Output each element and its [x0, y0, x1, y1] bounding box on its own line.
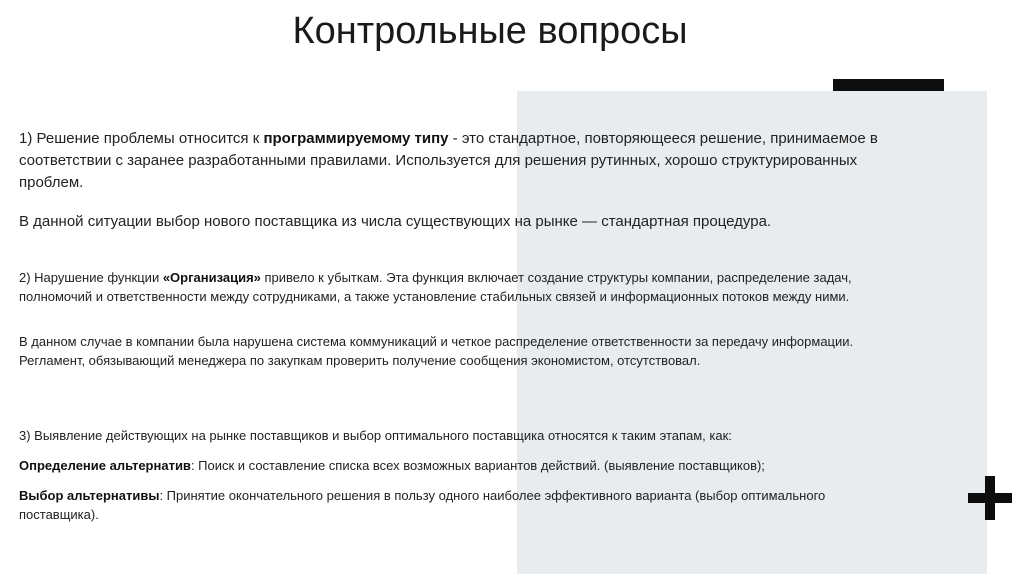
- stage2-text: : Принятие окончательного решения в пользу одного наиболее эффективного варианта (выбор оптимального поставщика).: [19, 488, 826, 522]
- q1-text-before: 1) Решение проблемы относится к: [19, 130, 264, 147]
- question-3-intro: 3) Выявление действующих на рынке поставщиков и выбор оптимального поставщика относятся к таким этапам, как:: [19, 428, 732, 443]
- stage-choose-alternative: [19, 486, 899, 524]
- question-1-situation: В данной ситуации выбор нового поставщика из числа существующих на рынке — стандартная процедура.: [19, 213, 772, 230]
- stage1-bold-term: Определение альтернатив: [19, 458, 191, 473]
- stage2-bold-term: Выбор альтернативы: [19, 488, 160, 503]
- stage1-text: : Поиск и составление списка всех возможных вариантов действий. (выявление поставщиков);: [190, 458, 765, 473]
- q1-text-after: - это стандартное, повторяющееся решение, принимаемое в соответствии с заранее разработанными правилами. Используется для решения рутинных, хорошо структурированных проблем.: [19, 130, 878, 191]
- question-2-case: В данном случае в компании была нарушена система коммуникаций и четкое распределение ответственности за передачу информации. Регламент, обязывающий менеджера по закупкам проверить получение сообщения экономистом, отсутствовал.: [19, 334, 854, 368]
- slide-title: Контрольные вопросы: [292, 10, 688, 52]
- q2-text-before: 2) Нарушение функции: [19, 270, 163, 285]
- accent-bar: [833, 79, 944, 91]
- q2-text-after: привело к убыткам. Эта функция включает создание структуры компании, распределение задач, полномочий и ответственности между сотрудниками, а также установление стабильных связей и информационных потоков между ними.: [19, 270, 852, 304]
- q2-bold-term: «Организация»: [162, 270, 261, 285]
- q1-bold-term: программируемому типу: [263, 130, 449, 147]
- stage-define-alternatives: [19, 456, 899, 475]
- question-2-paragraph: [19, 268, 899, 306]
- plus-icon: [968, 476, 1012, 520]
- question-1-paragraph: [19, 128, 899, 194]
